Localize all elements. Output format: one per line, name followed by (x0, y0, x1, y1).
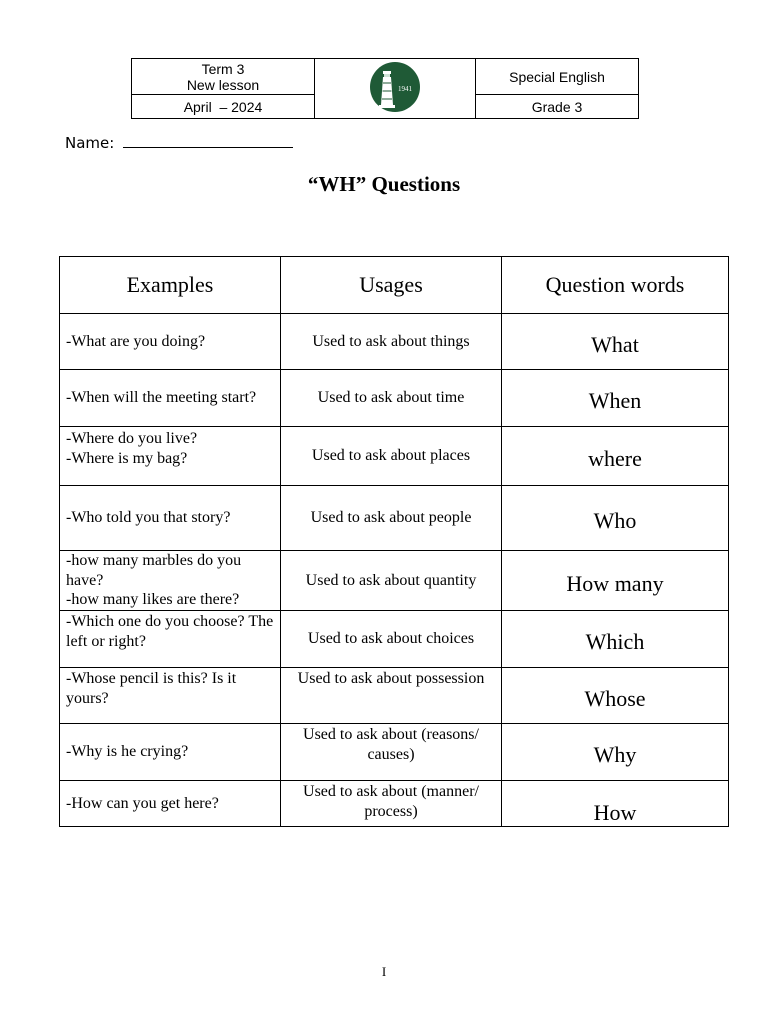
question-word-cell: Why (502, 724, 729, 781)
example-cell: -Which one do you choose? The left or right? (60, 611, 281, 668)
table-row (60, 370, 729, 427)
term-label: Term 3 (201, 60, 245, 77)
example-cell: -How can you get here? (60, 781, 281, 827)
header-box (131, 58, 639, 119)
header-examples: Examples (60, 257, 281, 314)
table-row (60, 781, 729, 827)
usage-cell: Used to ask about people (281, 486, 502, 551)
example-cell: -Who told you that story? (60, 486, 281, 551)
table-row (60, 551, 729, 611)
example-cell: -Where do you live? -Where is my bag? (60, 427, 281, 486)
page-title: “WH” Questions (307, 172, 461, 196)
wh-questions-table (59, 256, 729, 827)
logo-cell (315, 59, 476, 119)
question-word-cell: How many (502, 551, 729, 611)
example-cell: -What are you doing? (60, 314, 281, 370)
usage-cell: Used to ask about places (281, 427, 502, 486)
usage-cell: Used to ask about time (281, 370, 502, 427)
question-word-cell: Who (502, 486, 729, 551)
table-row (60, 427, 729, 486)
example-cell: -Why is he crying? (60, 724, 281, 781)
lesson-label: New lesson (186, 76, 260, 93)
name-blank[interactable] (123, 133, 293, 148)
usage-cell: Used to ask about (reasons/ causes) (281, 724, 502, 781)
example-cell: -how many marbles do you have? -how many likes are there? (60, 551, 281, 611)
usage-cell: Used to ask about possession (281, 668, 502, 724)
header-usages: Usages (281, 257, 502, 314)
table-row (60, 486, 729, 551)
page-number: I (381, 964, 387, 979)
usage-cell: Used to ask about choices (281, 611, 502, 668)
logo-year: 1941 (398, 85, 412, 93)
grade-cell: Grade 3 (476, 95, 639, 119)
question-word-cell: When (502, 370, 729, 427)
table-row (60, 611, 729, 668)
usage-cell: Used to ask about things (281, 314, 502, 370)
question-word-cell: What (502, 314, 729, 370)
table-row (60, 668, 729, 724)
lighthouse-logo (369, 61, 421, 116)
question-word-cell: Which (502, 611, 729, 668)
table-row (60, 724, 729, 781)
name-line (65, 133, 293, 152)
date-cell: April – 2024 (132, 95, 315, 119)
subject-cell: Special English (476, 59, 639, 95)
usage-cell: Used to ask about quantity (281, 551, 502, 611)
name-label: Name: (65, 134, 120, 152)
question-word-cell: Whose (502, 668, 729, 724)
header-question-words: Question words (502, 257, 729, 314)
question-word-cell: How (502, 781, 729, 827)
usage-cell: Used to ask about (manner/ process) (281, 781, 502, 827)
example-cell: -When will the meeting start? (60, 370, 281, 427)
example-cell: -Whose pencil is this? Is it yours? (60, 668, 281, 724)
term-cell (132, 59, 315, 95)
question-word-cell: where (502, 427, 729, 486)
table-row (60, 314, 729, 370)
